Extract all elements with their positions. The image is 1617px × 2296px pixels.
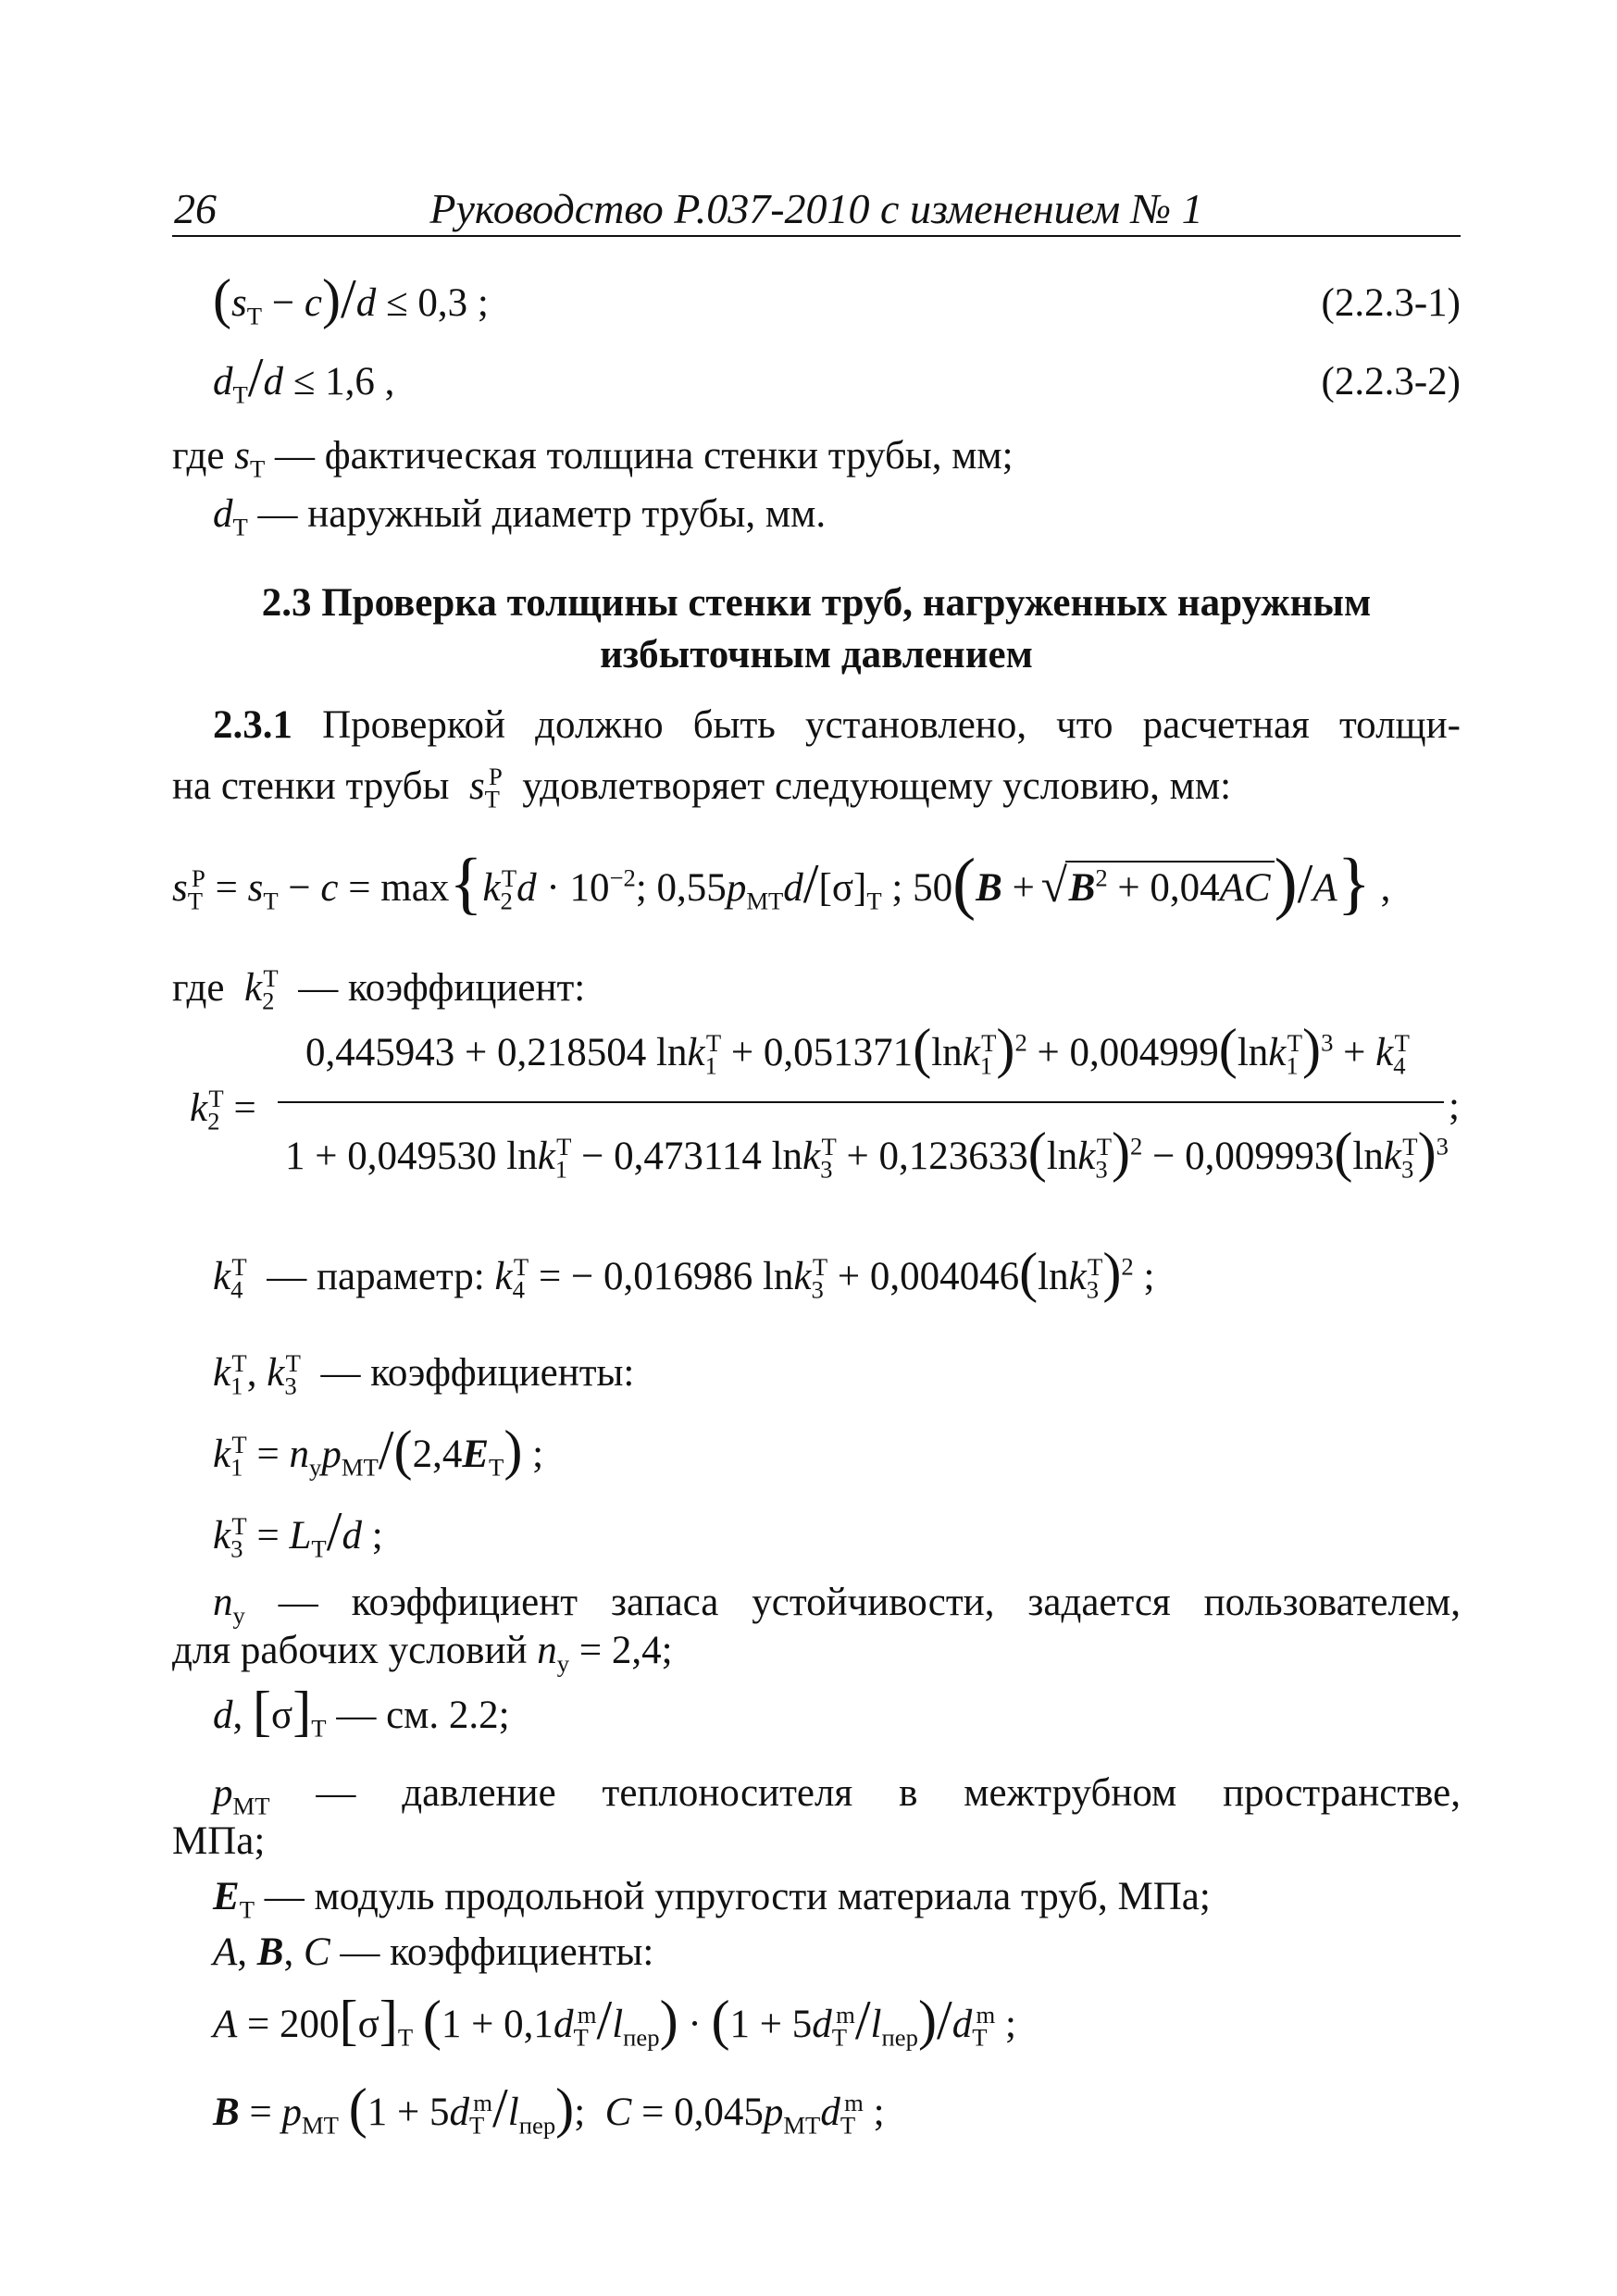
paragraph-2-3-1-line1: 2.3.1 Проверкой должно быть установлено, что расчетная толщи- (213, 703, 1462, 747)
formula-B-C: $B = p_{МТ}$ $(1 + 5d_Т^m/l_{пер})$; $C = 0,045p_{МТ}d_Т^m$ ; (213, 2078, 885, 2140)
abc-label: A, B, C — коэффициенты: (213, 1930, 654, 1974)
ny-definition: $n_у$ — коэффициент запаса устойчивости, задается пользователем, (213, 1581, 1461, 1630)
et-definition: $E_Т$ — модуль продольной упругости материала труб, МПа; (213, 1875, 1211, 1924)
section-heading-line1: 2.3 Проверка толщины стенки труб, нагруженных наружным (261, 581, 1372, 625)
k4-definition: $k_4^Т$ — параметр: $k_4^Т$ = − 0,016986 $\ln k_3^Т + 0,004046(\ln k_3^Т)^2$ ; (213, 1242, 1155, 1304)
page-number: 26 (174, 185, 217, 232)
pmt-unit: МПа; (172, 1819, 266, 1863)
definition-st: где $s_Т$ — фактическая толщина стенки трубы, мм; (172, 434, 1014, 483)
page-header (172, 181, 1461, 237)
equation-number: (2.2.3-1) (1321, 281, 1461, 325)
formula-k1: $k_1^Т = n_уp_{МТ}/(2,4E_Т)$ ; (213, 1420, 544, 1482)
formula-A: $A = 200[\sigma]_Т$ $(1 + 0,1d_Т^m/l_{пер}) \cdot (1 + 5d_Т^m/l_{пер})/d_Т^m$ ; (213, 1990, 1016, 2052)
definition-dt: $d_Т$ — наружный диаметр трубы, мм. (213, 492, 827, 541)
running-title: Руководство Р.037-2010 с изменением № 1 (429, 185, 1203, 232)
d-sigma-reference: d, $[\sigma]_Т$ — см. 2.2; (213, 1681, 510, 1743)
document-page: 26 Руководство Р.037-2010 с изменением № 1 $(s_Т - c)/d \le 0,3$ ; (2.2.3-1) $d_Т/d \le 1,6$ , (2.2.3-2) где $s_Т$ — фактическая толщина стенки трубы, мм; $d_Т$ — наружный диаметр трубы, мм. 2.3 Проверка толщины стенки труб, нагруженных наружным избыточным давлением 2.3.1 Проверкой должно быть установлено, что расчетная толщи- на стенки трубы $s_Т^Р$ удовлетворяет следующему условию, мм: $s_Т^Р = s_Т - c = \max\{k_2^Тd \cdot 10^{-2}$; $0,55p_{МТ}d/[\sigma]_Т$ ; 50(B + √ $B^2 + 0,04AC)/A$} , где $k_2^Т$ — коэффициент: $k_2^Т$ = 0,445943 + 0,218504 $\ln k_1^Т + 0,051371(\ln k_1^Т)^2 + 0,004999(\ln k_1^Т)^3 + k_4^Т$ ; 1 + 0,049530 lnk$_1^Т$ − 0,473114 $\ln k_3^Т + 0,123633(\ln k_3^Т)^2 - 0,009993(\ln k_3^Т)^3$ $k_4^Т$ — параметр: $k_4^Т$ = − 0,016986 $\ln k_3^Т + 0,004046(\ln k_3^Т)^2$ ; $k_1^Т$, $k_3^Т$ — коэффициенты: $k_1^Т = n_уp_{МТ}/(2,4E_Т)$ ; $k_3^Т = L_Т/d$ ; $n_у$ — коэффициент запаса устойчивости, задается пользователем, для рабочих условий $n_у = 2,4$; d, $[\sigma]_Т$ — см. 2.2; $p_{МТ}$ — давление теплоносителя в межтрубном пространстве, МПа; $E_Т$ — модуль продольной упругости материала труб, МПа; A, B, C — коэффициенты: $A = 200[\sigma]_Т$ $(1 + 0,1d_Т^m/l_{пер}) \cdot (1 + 5d_Т^m/l_{пер})/d_Т^m$ ; $B = p_{МТ}$ $(1 + 5d_Т^m/l_{пер})$; $C = 0,045p_{МТ}d_Т^m$ ; (0, 0, 1617, 2296)
formula-sTp-max: $s_Т^Р = s_Т - c = \max\{k_2^Тd \cdot 10^{-2}$; $0,55p_{МТ}d/[\sigma]_Т$ ; 50(B + √ $B^2 + 0,04AC)/A$} , (172, 861, 1461, 914)
equation-number: (2.2.3-2) (1321, 360, 1461, 403)
section-heading-line2: избыточным давлением (600, 633, 1033, 676)
paragraph-2-3-1-line2: на стенки трубы $s_Т^Р$ удовлетворяет следующему условию, мм: (172, 762, 1232, 813)
k1-k3-label: $k_1^Т$, $k_3^Т$ — коэффициенты: (213, 1348, 635, 1400)
equation-2-2-3-2: $d_Т/d \le 1,6$ , (2.2.3-2) (213, 347, 1461, 409)
ny-value: для рабочих условий $n_у = 2,4$; (172, 1629, 673, 1678)
formula-k3: $k_3^Т = L_Т/d$ ; (213, 1501, 383, 1563)
k2-definition: где $k_2^Т$ — коэффициент: (172, 963, 586, 1015)
equation-2-2-3-1: $(s_Т - c)/d \le 0,3$ ; (2.2.3-1) (213, 268, 1461, 330)
pmt-definition: $p_{МТ}$ — давление теплоносителя в межтрубном пространстве, (213, 1771, 1462, 1820)
